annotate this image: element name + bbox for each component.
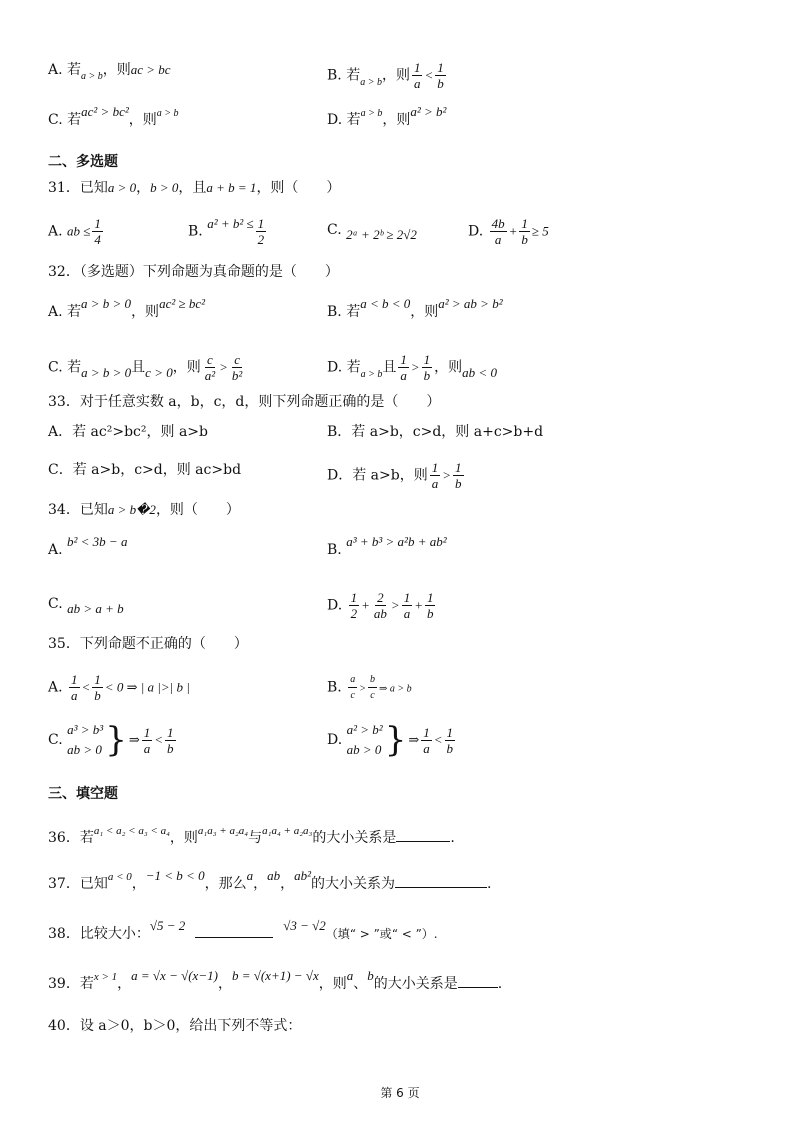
- answer-blank-36[interactable]: [396, 828, 450, 842]
- answer-blank-38[interactable]: [195, 924, 273, 938]
- question-34-option-a: A. b² < 3b − a: [48, 534, 128, 558]
- question-35-option-a: A. $\frac{1}{a}$ < $\frac{1}{b}$ < 0 ⇒ | a |>| b |: [48, 672, 190, 703]
- question-34-stem: 34．已知a > b�2，则（ ）: [48, 502, 240, 518]
- question-35-stem: 35．下列命题不正确的（ ）: [48, 636, 248, 652]
- answer-blank-39[interactable]: [458, 974, 498, 988]
- question-33-option-b: B．若 a>b，c>d，则 a+c>b+d: [327, 424, 544, 440]
- question-39: 39．若$^{x > 1}$，a = √x − √(x−1)，b = √(x+1) − √x，则a、b的大小关系是 .: [48, 968, 503, 992]
- section-heading-multiple-choice: 二、多选题: [48, 154, 118, 170]
- question-32-option-c: C. 若a > b > 0且c > 0，则 $\frac{c}{\text{a²}}$ > $\frac{c}{\text{b²}}$: [48, 352, 243, 383]
- question-38: 38．比较大小：√5 − 2 √3 − √2（填“ > ”或“ < ”）.: [48, 918, 438, 942]
- question-35-option-c: C. a³ > b³ ab > 0 } ⇒ $\frac{1}{a}$ < $\frac{1}{b}$: [48, 720, 174, 760]
- top-option-c: C. 若ac² > bc²，则$^{a > b}$: [48, 104, 179, 128]
- question-35-option-d: D. a² > b² ab > 0 } ⇒ $\frac{1}{a}$ < $\frac{1}{b}$: [327, 720, 454, 760]
- answer-blank-37[interactable]: [395, 874, 487, 888]
- page-number: 第 6 页: [380, 1086, 420, 1100]
- question-31-option-b: B. a² + b² ≤ $\frac{1}{2}$: [188, 215, 265, 247]
- question-37: 37．已知$^{a < 0}$，−1 < b < 0，那么a，ab，ab²的大小关系为 .: [48, 868, 492, 892]
- question-31-option-c: C. 2ᵃ + 2ᵇ ≥ 2√2: [327, 222, 417, 242]
- section-heading-fill-blank: 三、填空题: [48, 786, 118, 802]
- question-35-option-b: B. $\frac{a}{c}$ > $\frac{b}{c}$ ⇒ a > b: [327, 674, 412, 701]
- question-32-stem: 32．（多选题）下列命题为真命题的是（ ）: [48, 264, 339, 280]
- question-32-option-b: B. 若a < b < 0，则a² > ab > b²: [327, 296, 503, 320]
- question-33-option-c: C．若 a>b，c>d，则 ac>bd: [48, 462, 242, 478]
- question-32-option-d: D. 若$_{a > b}$且 $\frac{1}{a}$ > $\frac{1}{b}$ ，则ab < 0: [327, 352, 497, 383]
- question-31-option-d: D. $\frac{4b}{a}$ + $\frac{1}{b}$ ≥ 5: [468, 216, 549, 247]
- top-option-a: A. 若$_{a > b}$，则ac > bc: [48, 62, 171, 82]
- question-34-option-c: C. ab > a + b: [48, 596, 124, 616]
- question-40: 40．设 a＞0，b＞0，给出下列不等式：: [48, 1018, 302, 1034]
- question-34-option-d: D. $\frac{1}{2}$ + $\frac{2}{ab}$ > $\frac{1}{a}$ + $\frac{1}{b}$: [327, 590, 434, 621]
- question-31-option-a: A. ab ≤ $\frac{1}{4}$: [48, 216, 101, 247]
- question-32-option-a: A. 若a > b > 0，则ac² ≥ bc²: [48, 296, 206, 320]
- question-33-option-d: D．若 a>b，则 $\frac{1}{a}$ > $\frac{1}{b}$: [327, 460, 462, 491]
- top-option-d: D. 若$^{a > b}$，则a² > b²: [327, 104, 447, 128]
- question-36: 36．若$^{a_1 < a_2 < a_3 < a_4}$，则$^{a_1a_3 + a_2a_4}$与$^{a_1a_4 + a_2a_3}$的大小关系是 .: [48, 825, 455, 846]
- question-34-option-b: B. a³ + b³ > a²b + ab²: [327, 534, 447, 558]
- question-31-stem: 31．已知a > 0，b > 0，且a + b = 1，则（ ）: [48, 180, 341, 196]
- question-33-option-a: A．若 ac²>bc²，则 a>b: [48, 424, 208, 440]
- top-option-b: B. 若$_{a > b}$，则 $\frac{1}{a}$ < $\frac{1}{b}$: [327, 60, 444, 91]
- question-33-stem: 33．对于任意实数 a，b，c，d，则下列命题正确的是（ ）: [48, 394, 441, 410]
